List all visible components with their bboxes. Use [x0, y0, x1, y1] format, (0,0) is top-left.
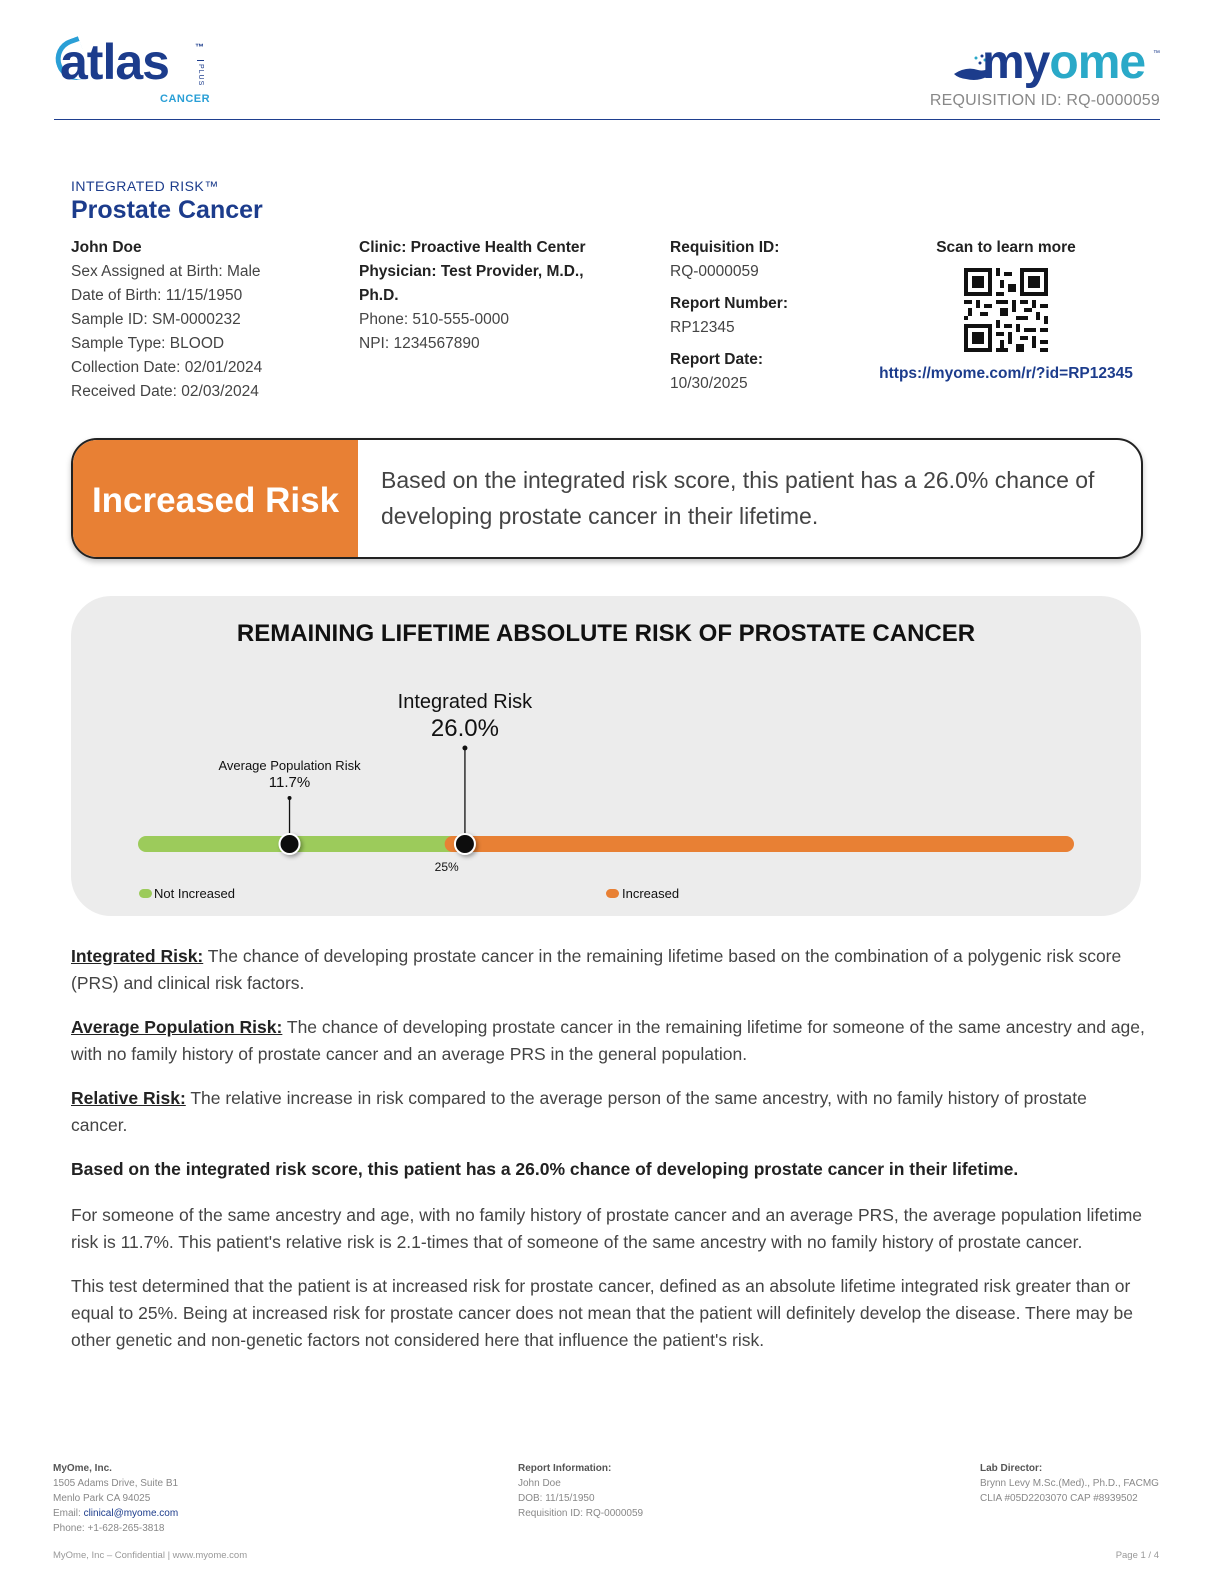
report-header: [54, 28, 1160, 120]
footer-phone: Phone: +1-628-265-3818: [53, 1523, 165, 1534]
report-ids: [670, 236, 850, 396]
atlas-cancer-logo: [60, 32, 230, 107]
myome-trademark: ™: [1153, 50, 1160, 57]
atlas-logo-word: atlas: [60, 34, 169, 90]
footer-report-info: [518, 1461, 643, 1521]
determination-paragraph: This test determined that the patient is at increased risk for prostate cancer, defined as an absolute lifetime integrated risk greater than or equal to 25%. Being at increased risk for prostate cancer does not mean that the patient will definitely develop the disease. There may be other genetic and non-genetic factors not considered here that influence the patient's risk.: [71, 1276, 1133, 1350]
footer-confidential: MyOme, Inc – Confidential | www.myome.com: [53, 1550, 248, 1561]
myome-logo: [940, 28, 1160, 90]
qr-learn-more-link[interactable]: https://myome.com/r/?id=RP12345: [879, 365, 1133, 382]
definitions-section: [71, 943, 1146, 1371]
myome-word-my: my: [982, 36, 1050, 89]
requisition-id-value: RQ-0000059: [670, 263, 759, 280]
myome-word-ome: ome: [1049, 36, 1146, 89]
legend-not-increased-label: Not Increased: [154, 886, 235, 901]
footer-company: [53, 1461, 178, 1536]
footer-report-info-title: Report Information:: [518, 1463, 612, 1474]
footer-report-dob: DOB: 11/15/1950: [518, 1493, 595, 1504]
footer-report-requisition: Requisition ID: RQ-0000059: [518, 1508, 644, 1519]
footer-company-title: MyOme, Inc.: [53, 1463, 112, 1474]
risk-status-badge: Increased Risk: [73, 440, 358, 559]
patient-received-date: Received Date: 02/03/2024: [71, 383, 259, 400]
legend-not-increased-swatch: [139, 889, 152, 898]
risk-bold-summary: Based on the integrated risk score, this patient has a 26.0% chance of developing prostate cancer in their lifetime.: [71, 1159, 1019, 1179]
clinic-name: Clinic: Proactive Health Center: [359, 239, 586, 256]
average-risk-term: Average Population Risk:: [71, 1017, 283, 1037]
clinic-phone: Phone: 510-555-0000: [359, 311, 509, 328]
qr-section: [866, 236, 1146, 386]
clinic-npi: NPI: 1234567890: [359, 335, 480, 352]
relative-risk-term: Relative Risk:: [71, 1088, 186, 1108]
requisition-id-label: Requisition ID:: [670, 239, 780, 256]
atlas-logo-subtitle: CANCER: [160, 93, 211, 105]
report-section-label: INTEGRATED RISK™: [71, 178, 219, 194]
footer-email: [53, 1506, 178, 1521]
integrated-risk-label: Integrated Risk: [397, 691, 533, 713]
average-risk-pin: [288, 796, 292, 800]
footer-address-2: Menlo Park CA 94025: [53, 1493, 151, 1504]
legend-increased-label: Increased: [622, 886, 680, 901]
risk-summary-box: [71, 438, 1143, 559]
chart-title: REMAINING LIFETIME ABSOLUTE RISK OF PROSTATE CANCER: [236, 620, 976, 647]
atlas-plus-tag: PLUS: [197, 60, 204, 86]
patient-collection-date: Collection Date: 02/01/2024: [71, 359, 263, 376]
footer-lab-name: Brynn Levy M.Sc.(Med)., Ph.D., FACMG: [980, 1478, 1159, 1489]
patient-dob: Date of Birth: 11/15/1950: [71, 287, 243, 304]
lifetime-risk-chart: [71, 596, 1141, 916]
risk-summary-text: Based on the integrated risk score, this patient has a 26.0% chance of developing prostate cancer in their lifetime.: [381, 467, 1095, 529]
footer-lab-director: [980, 1461, 1159, 1506]
integrated-risk-value: 26.0%: [430, 715, 499, 742]
report-number-value: RP12345: [670, 319, 735, 336]
relative-risk-definition: [71, 1085, 1146, 1139]
physician-name: Physician: Test Provider, M.D., Ph.D.: [359, 263, 584, 304]
footer-email-label: Email:: [53, 1508, 84, 1519]
integrated-risk-pin: [462, 746, 467, 751]
average-risk-label: Average Population Risk: [218, 758, 361, 773]
footer-lab-title: Lab Director:: [980, 1463, 1043, 1474]
integrated-risk-marker: [455, 834, 475, 854]
page-number: Page 1 / 4: [1115, 1550, 1159, 1561]
header-requisition-id: REQUISITION ID: RQ-0000059: [929, 92, 1160, 109]
footer-email-link[interactable]: clinical@myome.com: [83, 1508, 179, 1519]
population-risk-paragraph: For someone of the same ancestry and age, with no family history of prostate cancer and an average PRS, the average population lifetime risk is 11.7%. This patient's relative risk is 2.1-times that of someone of the same ancestry with no family history of prostate cancer.: [71, 1205, 1143, 1252]
report-date-label: Report Date:: [670, 351, 764, 368]
footer-address-1: 1505 Adams Drive, Suite B1: [53, 1478, 179, 1489]
patient-sex: Sex Assigned at Birth: Male: [71, 263, 261, 280]
threshold-tick-label: 25%: [434, 860, 459, 874]
atlas-trademark: ™: [195, 42, 204, 52]
footer-lab-clia: CLIA #05D2203070 CAP #8939502: [980, 1493, 1138, 1504]
risk-scale-svg: [71, 596, 1141, 916]
patient-name: John Doe: [71, 239, 142, 256]
footer-bottom-bar: [53, 1550, 1159, 1561]
average-risk-text: The chance of developing prostate cancer in the remaining lifetime for someone of the same ancestry and age, with no family history of prostate cancer and an average PRS in the general population.: [71, 1017, 1145, 1064]
legend-increased-swatch: [606, 889, 619, 898]
report-title: Prostate Cancer: [71, 196, 263, 224]
relative-risk-text: The relative increase in risk compared to the average person of the same ancestry, with no family history of prostate cancer.: [71, 1088, 1087, 1135]
integrated-risk-term: Integrated Risk:: [71, 946, 204, 966]
average-risk-marker: [280, 834, 300, 854]
myome-logo-word: [982, 28, 1145, 98]
report-date-value: 10/30/2025: [670, 375, 748, 392]
patient-info: [71, 236, 331, 404]
integrated-risk-definition: [71, 943, 1146, 997]
report-number-label: Report Number:: [670, 295, 788, 312]
patient-sample-type: Sample Type: BLOOD: [71, 335, 225, 352]
integrated-risk-text: The chance of developing prostate cancer in the remaining lifetime based on the combination of a polygenic risk score (PRS) and clinical risk factors.: [71, 946, 1122, 993]
qr-label: Scan to learn more: [936, 239, 1076, 256]
patient-sample-id: Sample ID: SM-0000232: [71, 311, 241, 328]
clinic-info: [359, 236, 619, 356]
qr-code-icon[interactable]: [964, 268, 1048, 352]
average-risk-definition: [71, 1014, 1146, 1068]
average-risk-value: 11.7%: [268, 774, 311, 791]
footer-report-name: John Doe: [518, 1478, 561, 1489]
